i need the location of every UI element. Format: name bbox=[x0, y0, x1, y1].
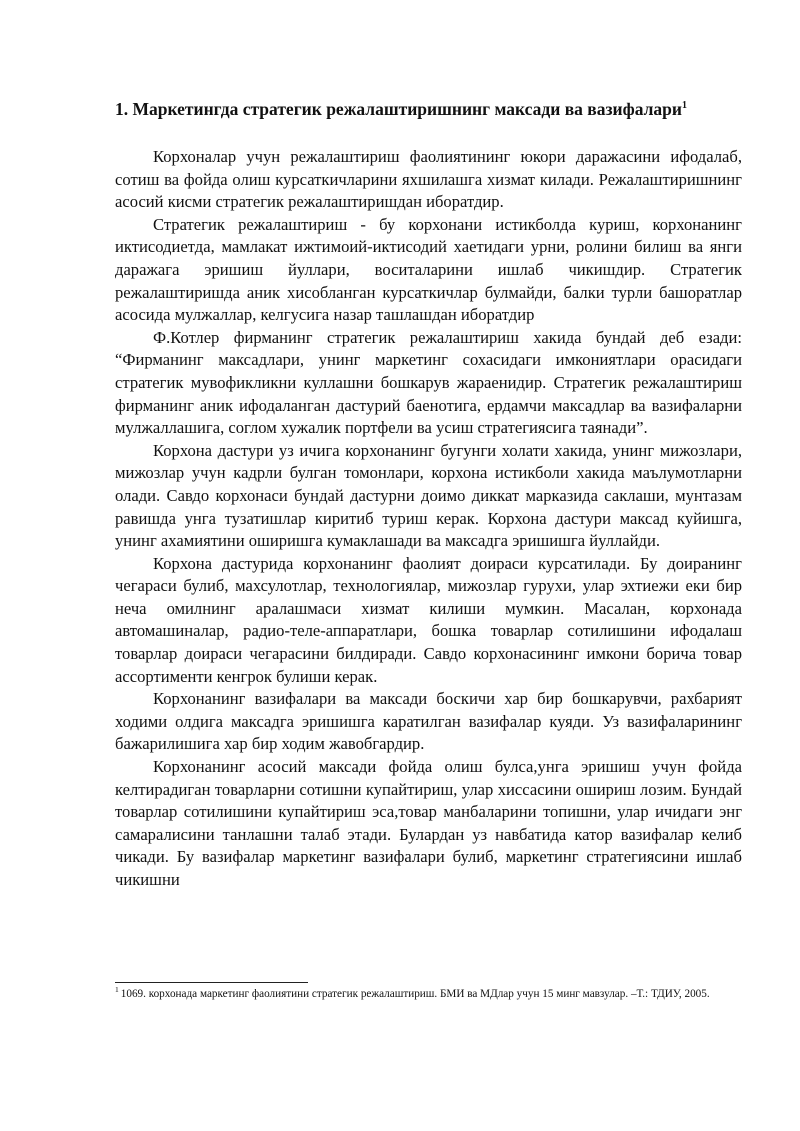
paragraph: Стратегик режалаштириш - бу корхонани истикболда куриш, корхонанинг иктисодиетда, мамлакат ижтимоий-иктисодий хаетидаги урни, ролини билиш ва янги даражага эришиш йуллари, воситаларини ишлаб чикишдир. Стратегик режалаштиришда аник хисобланган курсаткичлар булмайди, балки турли башоратлар асосида мулжаллар, келгусига назар ташлашдан иборатдир bbox=[115, 214, 742, 325]
section-heading bbox=[115, 98, 742, 120]
footnote-text: 1069. корхонада маркетинг фаолиятини стратегик режалаштириш. БМИ ва МДлар учун 15 минг мавзулар. –Т.: ТДИУ, 2005. bbox=[120, 988, 710, 1000]
paragraph: Корхоналар учун режалаштириш фаолиятининг юкори даражасини ифодалаб, сотиш ва фойда олиш курсаткичларини яхшилашга хизмат килади. Режалаштиришнинг асосий кисми стратегик режалаштиришдан иборатдир. bbox=[115, 147, 742, 212]
footnote-divider bbox=[115, 982, 308, 983]
footnote-reference[interactable]: 1 bbox=[682, 100, 687, 112]
paragraph: Корхонанинг асосий максади фойда олиш булса,унга эришиш учун фойда келтирадиган товарларни сотишни купайтириш, улар хиссасини ошириш лозим. Бундай товарлар сотилишини купайтириш эса,товар манбаларини топишни, улар ичидаги энг самаралисини танлашни талаб этади. Булардан уз навбатида катор вазифалар келиб чикади. Бу вазифалар маркетинг вазифалари булиб, маркетинг стратегиясини ишлаб чикишни bbox=[115, 757, 742, 889]
paragraph: Ф.Котлер фирманинг стратегик режалаштириш хакида бундай деб езади: “Фирманинг максадлари, унинг маркетинг сохасидаги имкониятлари орасидаги стратегик мувофикликни куллашни бошкарув жараенидир. Стратегик режалаштириш фирманинг аник ифодаланган дастурий баенотига, ердамчи максадлар ва вазифаларни мулжаллашига, соглом хужалик портфели ва усиш стратегиясига таянади”. bbox=[115, 327, 742, 438]
paragraph: Корхона дастури уз ичига корхонанинг бугунги холати хакида, унинг мижозлари, мижозлар учун кадрли булган томонлари, корхона истикболи хакида маълумотларни олади. Савдо корхонаси бундай дастурни доимо диккат марказида саклаши, мунтазам равишда унга тузатишлар киритиб туриш керак. Корхона дастури максад куйишга, унинг ахамиятини оширишга кумаклашади ва максадга эришишга йуллайди. bbox=[115, 440, 742, 551]
paragraph: Корхона дастурида корхонанинг фаолият доираси курсатилади. Бу доиранинг чегараси булиб, махсулотлар, технологиялар, мижозлар гурухи, улар эхтиежи еки бир неча омилнинг аралашмаси хизмат килиши мумкин. Масалан, корхонада автомашиналар, радио-теле-аппаратлари, бошка товарлар сотилишини ифодалаш товарлар доираси чегарасини билдиради. Савдо корхонасининг имкони борича товар ассортименти кенгрок булиши керак. bbox=[115, 553, 742, 686]
footnote bbox=[115, 987, 740, 1002]
footnote-marker: 1 bbox=[115, 985, 119, 995]
paragraph: Корхонанинг вазифалари ва максади боскичи хар бир бошкарувчи, рахбарият ходими олдига максадга эришишга каратилган вазифалар куяди. Уз вазифаларининг бажарилишига хар бир ходим жавобгардир. bbox=[115, 689, 742, 754]
section-title: 1. Маркетингда стратегик режалаштиришнинг максади ва вазифалари bbox=[115, 99, 682, 119]
